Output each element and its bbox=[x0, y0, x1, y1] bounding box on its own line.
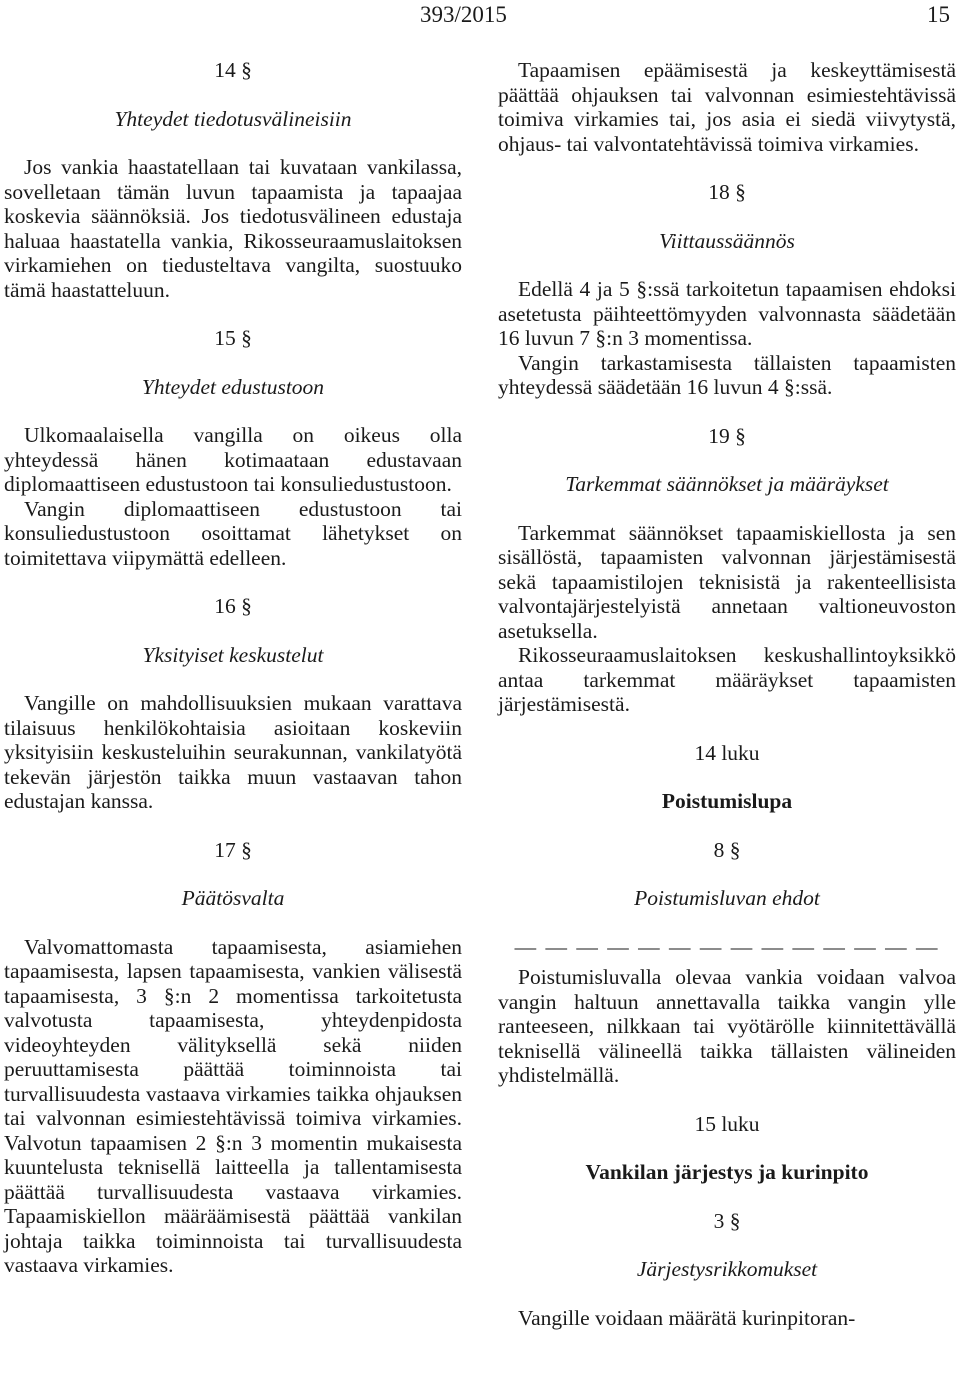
section-17 bbox=[4, 838, 462, 1278]
section-number: 3 § bbox=[713, 1208, 741, 1233]
section-18 bbox=[498, 180, 956, 400]
paragraph: Edellä 4 ja 5 §:ssä tarkoitetun tapaamisen ehdoksi asetetusta päihteettömyyden valvonnasta säädetään 16 luvun 7 §:n 3 momentissa. bbox=[498, 277, 956, 350]
section-8 bbox=[498, 838, 956, 1088]
chapter-15 bbox=[498, 1112, 956, 1331]
page-number: 15 bbox=[927, 2, 950, 27]
paragraph: Valvomattomasta tapaamisesta, asiamiehen tapaamisesta, lapsen tapaamisesta, vankien välisestä tapaamisesta, 3 §:n 2 momentissa tarkoitetusta valvotusta tapaamisesta, yhteydenpidosta videoyhteyden välityksellä sekä niiden peruuttamisesta päättää toiminnoista tai turvallisuudesta vastaava virkamies taikka ohjauksen tai valvonnan esimiestehtävissä toimiva virkamies. Valvotun tapaamisen 2 §:n 3 momentin mukaisesta kuuntelusta teknisellä laitteella ja tallentamisesta päättää turvallisuudesta vastaava virkamies. Tapaamiskiellon määräämisestä päättää vankilan johtaja taikka toiminnoista tai turvallisuudesta vastaava virkamies. bbox=[4, 934, 462, 1277]
paragraph: Tarkemmat säännökset tapaamiskiellosta ja sen sisällöstä, tapaamisten valvonnan järjestämisestä sekä tapaamistilojen teknisistä ja rakenteellisista valvontajärjestelyistä annetaan valtioneuvoston asetuksella. bbox=[498, 520, 956, 643]
section-title: Poistumisluvan ehdot bbox=[634, 886, 820, 910]
paragraph: Vangille voidaan määrätä kurinpitoran- bbox=[518, 1305, 856, 1330]
section-number: 14 § bbox=[214, 58, 252, 82]
chapter-title: Poistumislupa bbox=[661, 789, 793, 813]
section-title: Tarkemmat säännökset ja määräykset bbox=[565, 472, 889, 496]
section-number: 18 § bbox=[708, 180, 746, 204]
section-title: Yhteydet edustustoon bbox=[141, 374, 325, 399]
section-title: Järjestysrikkomukset bbox=[636, 1257, 818, 1281]
paragraph: Vangin tarkastamisesta tällaisten tapaamisten yhteydessä säädetään 16 luvun 4 §:ssä. bbox=[498, 350, 956, 399]
section-15 bbox=[4, 326, 462, 570]
paragraph: Vangille on mahdollisuuksien mukaan varattava tilaisuus henkilökohtaisia asioitaan koskeviin yksityisiin keskusteluihin seurakunnan, vankilatyötä tekevän järjestön taikka muun vastaavan tahon edustajan kanssa. bbox=[4, 691, 462, 813]
paragraph: Ulkomaalaisella vangilla on oikeus olla yhteydessä hänen kotimaataan edustavaan diplomaattiseen edustustoon tai konsuliedustustoon. bbox=[4, 423, 462, 496]
omission-dashes: — — — — — — — — — — — — — — bbox=[514, 934, 940, 959]
section-number: 16 § bbox=[214, 594, 252, 618]
right-column bbox=[498, 58, 956, 1330]
paragraph: Vangin diplomaattiseen edustustoon tai konsuliedustustoon osoittamat lähetykset on toimitettava viipymättä edelleen. bbox=[4, 496, 462, 570]
chapter-14 bbox=[498, 741, 956, 1088]
section-title: Päätösvalta bbox=[181, 886, 285, 910]
paragraph: Rikosseuraamuslaitoksen keskushallintoyksikkö antaa tarkemmat määräykset tapaamisten järjestämisestä. bbox=[498, 643, 956, 716]
section-number: 8 § bbox=[713, 837, 741, 862]
section-number: 19 § bbox=[708, 423, 746, 448]
page-header bbox=[0, 0, 960, 40]
section-number: 15 § bbox=[214, 326, 252, 350]
section-19 bbox=[498, 424, 956, 717]
section-title: Viittaussäännös bbox=[659, 228, 795, 253]
section-number: 17 § bbox=[214, 837, 252, 862]
chapter-number: 14 luku bbox=[694, 740, 760, 765]
section-3 bbox=[498, 1209, 956, 1331]
section-14 bbox=[4, 58, 462, 302]
document-code: 393/2015 bbox=[420, 2, 507, 27]
section-title: Yhteydet tiedotusvälineisiin bbox=[114, 106, 352, 131]
chapter-number: 15 luku bbox=[694, 1111, 760, 1136]
section-title: Yksityiset keskustelut bbox=[142, 642, 324, 667]
paragraph: Tapaamisen epäämisestä ja keskeyttämisestä päättää ohjauksen tai valvonnan esimiestehtävissä toimiva virkamies tai, jos asia ei siedä viivytystä, ohjaus- tai valvontatehtävissä toimiva virkamies. bbox=[498, 58, 956, 156]
paragraph: Poistumisluvalla olevaa vankia voidaan valvoa vangin haltuun annettavalla taikka vangin ylle ranteeseen, nilkkaan tai vyötärölle kiinnitettävällä teknisellä välineellä taikka tällaisten välineiden yhdistelmällä. bbox=[498, 965, 956, 1087]
left-column bbox=[4, 58, 462, 1278]
section-16 bbox=[4, 594, 462, 814]
paragraph: Jos vankia haastatellaan tai kuvataan vankilassa, sovelletaan tämän luvun tapaamista ja tapaajaa koskevia säännöksiä. Jos tiedotusvälineen edustaja haluaa haastatella vankia, Rikosseuraamuslaitoksen virkamiehen on tiedusteltava vangilta, suostuuko tämä haastatteluun. bbox=[4, 155, 462, 302]
chapter-title: Vankilan järjestys ja kurinpito bbox=[585, 1160, 869, 1184]
